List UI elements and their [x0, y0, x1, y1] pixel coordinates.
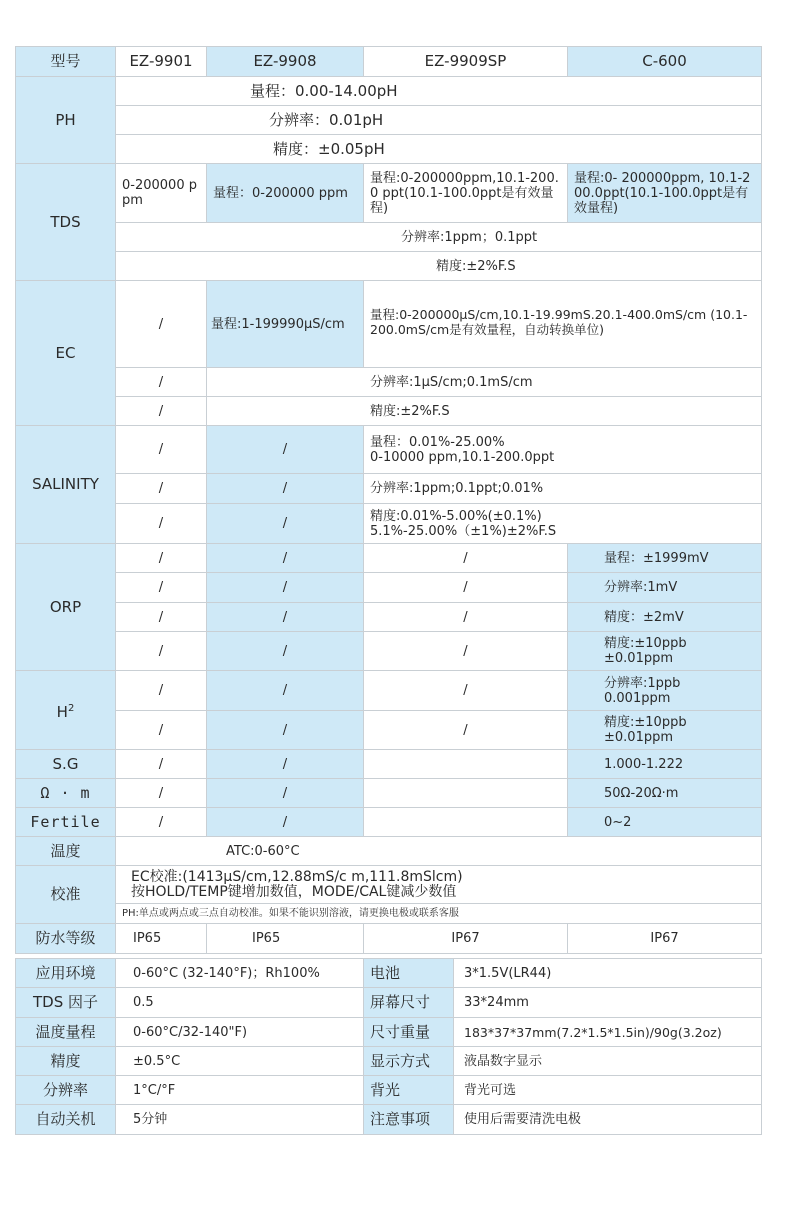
- orp-range-c600: 量程：±1999mV: [568, 544, 762, 573]
- ph-range: 量程：0.00-14.00pH: [116, 77, 762, 106]
- sg-c600: 1.000-1.222: [568, 750, 762, 779]
- ohm-c600: 50Ω-20Ω·m: [568, 779, 762, 808]
- tds-label: TDS: [16, 164, 116, 281]
- h2-ez9908: /: [207, 711, 364, 750]
- waterproof-c600: IP67: [568, 924, 762, 954]
- tds-range-ez9909sp: 量程:0-200000ppm,10.1-200.0 ppt(10.1-100.0ppt是有效量程): [364, 164, 568, 223]
- h2-accuracy-line2: ±0.01ppm: [604, 730, 674, 745]
- salinity-accuracy-ez9901: /: [116, 504, 207, 544]
- salinity-label: SALINITY: [16, 426, 116, 544]
- waterproof-ez9901: IP65: [116, 924, 207, 954]
- h2-resolution-c600: [568, 671, 762, 711]
- spec-value: 0-60°C (32-140°F)；Rh100%: [116, 959, 364, 988]
- tds-accuracy: 精度:±2%F.S: [116, 252, 762, 281]
- orp-row-3: [16, 603, 762, 632]
- tds-resolution: 分辨率:1ppm；0.1ppt: [116, 223, 762, 252]
- fertile-c600: 0~2: [568, 808, 762, 837]
- orp-ez9901: /: [116, 603, 207, 632]
- general-spec-table: [15, 958, 762, 1135]
- calibration-note-row: [16, 904, 762, 924]
- spec-label: 应用环境: [16, 959, 116, 988]
- ph-row-accuracy: [16, 135, 762, 164]
- salinity-resolution-ez9901: /: [116, 474, 207, 504]
- orp-ez9909sp: /: [364, 544, 568, 573]
- orp-accuracy2-c600: [568, 632, 762, 671]
- ohm-ez9909sp: [364, 779, 568, 808]
- orp-label: ORP: [16, 544, 116, 671]
- tds-row-range: [16, 164, 762, 223]
- h2-resolution-line1: 分辨率:1ppb: [604, 675, 681, 691]
- ec-accuracy-ez9901: /: [116, 397, 207, 426]
- h2-accuracy-c600: [568, 711, 762, 750]
- spec-value2: 33*24mm: [454, 988, 762, 1018]
- salinity-accuracy-ez9908: /: [207, 504, 364, 544]
- ec-resolution: 分辨率:1µS/cm;0.1mS/cm: [207, 368, 762, 397]
- salinity-range-ez9901: /: [116, 426, 207, 474]
- spec-row: [16, 1018, 762, 1047]
- h2-accuracy-line1: 精度:±10ppb: [604, 715, 687, 730]
- ph-accuracy: 精度：±0.05pH: [116, 135, 762, 164]
- orp-ez9909sp: /: [364, 573, 568, 603]
- ec-range-ez9901: /: [116, 281, 207, 368]
- spec-value: ±0.5°C: [116, 1047, 364, 1076]
- ohm-label: Ω · m: [16, 779, 116, 808]
- ph-resolution: 分辨率：0.01pH: [116, 106, 762, 135]
- spec-label: 自动关机: [16, 1105, 116, 1135]
- orp-ez9901: /: [116, 544, 207, 573]
- model-c600: C-600: [568, 47, 762, 77]
- calibration-ph-note: PH:单点或两点或三点自动校准。如果不能识别溶液，请更换电极或联系客服: [116, 904, 762, 924]
- salinity-range: [364, 426, 762, 474]
- header-row: [16, 47, 762, 77]
- spec-label2: 显示方式: [364, 1047, 454, 1076]
- fertile-ez9909sp: [364, 808, 568, 837]
- orp-row-4: [16, 632, 762, 671]
- ph-row-range: [16, 77, 762, 106]
- spec-row: [16, 988, 762, 1018]
- ec-label: EC: [16, 281, 116, 426]
- spec-value2: 使用后需要清洗电极: [454, 1105, 762, 1135]
- sg-label: S.G: [16, 750, 116, 779]
- spec-row: [16, 959, 762, 988]
- temperature-label: 温度: [16, 837, 116, 866]
- calibration-row: [16, 866, 762, 904]
- spec-value2: 183*37*37mm(7.2*1.5*1.5in)/90g(3.2oz): [454, 1018, 762, 1047]
- orp-ez9909sp: /: [364, 632, 568, 671]
- waterproof-label: 防水等级: [16, 924, 116, 954]
- orp-resolution-c600: 分辨率:1mV: [568, 573, 762, 603]
- salinity-accuracy-line2: 5.1%-25.00%（±1%)±2%F.S: [370, 523, 557, 539]
- ec-row-accuracy: [16, 397, 762, 426]
- waterproof-row: [16, 924, 762, 954]
- spec-label: TDS 因子: [16, 988, 116, 1018]
- h2-row-2: [16, 711, 762, 750]
- orp-accuracy2-line1: 精度:±10ppb: [604, 636, 687, 651]
- spec-value2: 液晶数字显示: [454, 1047, 762, 1076]
- salinity-accuracy: [364, 504, 762, 544]
- model-label: 型号: [16, 47, 116, 77]
- fertile-row: [16, 808, 762, 837]
- spec-value2: 3*1.5V(LR44): [454, 959, 762, 988]
- ohm-row: [16, 779, 762, 808]
- sg-row: [16, 750, 762, 779]
- spec-label: 分辨率: [16, 1076, 116, 1105]
- fertile-ez9908: /: [207, 808, 364, 837]
- spec-value: 1°C/°F: [116, 1076, 364, 1105]
- salinity-accuracy-line1: 精度:0.01%-5.00%(±0.1%): [370, 508, 542, 524]
- spec-label: 温度量程: [16, 1018, 116, 1047]
- calibration-label: 校准: [16, 866, 116, 924]
- h2-label-sup: 2: [67, 702, 75, 714]
- spec-value: 5分钟: [116, 1105, 364, 1135]
- spec-row: [16, 1076, 762, 1105]
- fertile-label: Fertile: [16, 808, 116, 837]
- tds-range-c600: 量程:0- 200000ppm, 10.1-200.0ppt(10.1-100.0ppt是有效量程): [568, 164, 762, 223]
- orp-ez9901: /: [116, 573, 207, 603]
- calibration-keys-line: 按HOLD/TEMP键增加数值，MODE/CAL键减少数值: [131, 883, 457, 900]
- ec-resolution-ez9901: /: [116, 368, 207, 397]
- sg-ez9909sp: [364, 750, 568, 779]
- sg-ez9908: /: [207, 750, 364, 779]
- tds-range-ez9901: 0-200000 ppm: [116, 164, 207, 223]
- orp-ez9908: /: [207, 544, 364, 573]
- ec-row-resolution: [16, 368, 762, 397]
- spec-label2: 电池: [364, 959, 454, 988]
- sg-ez9901: /: [116, 750, 207, 779]
- tds-range-ez9908: 量程：0-200000 ppm: [207, 164, 364, 223]
- orp-ez9908: /: [207, 603, 364, 632]
- orp-ez9908: /: [207, 632, 364, 671]
- spec-row: [16, 1105, 762, 1135]
- ohm-ez9908: /: [207, 779, 364, 808]
- tds-row-accuracy: [16, 252, 762, 281]
- h2-ez9908: /: [207, 671, 364, 711]
- salinity-resolution: 分辨率:1ppm;0.1ppt;0.01%: [364, 474, 762, 504]
- spec-value: 0.5: [116, 988, 364, 1018]
- orp-row-2: [16, 573, 762, 603]
- model-ez9909sp: EZ-9909SP: [364, 47, 568, 77]
- ph-label: PH: [16, 77, 116, 164]
- spec-row: [16, 1047, 762, 1076]
- orp-ez9901: /: [116, 632, 207, 671]
- h2-resolution-line2: 0.001ppm: [604, 690, 671, 706]
- salinity-range-line2: 0-10000 ppm,10.1-200.0ppt: [370, 449, 555, 465]
- calibration-ec: [116, 866, 762, 904]
- ec-range-ez9908: 量程:1-199990µS/cm: [207, 281, 364, 368]
- spec-label2: 注意事项: [364, 1105, 454, 1135]
- ohm-ez9901: /: [116, 779, 207, 808]
- spec-value2: 背光可选: [454, 1076, 762, 1105]
- salinity-range-ez9908: /: [207, 426, 364, 474]
- salinity-range-line1: 量程：0.01%-25.00%: [370, 434, 505, 450]
- h2-label: [16, 671, 116, 750]
- salinity-row-range: [16, 426, 762, 474]
- h2-ez9909sp: /: [364, 711, 568, 750]
- ph-row-resolution: [16, 106, 762, 135]
- spec-label2: 屏幕尺寸: [364, 988, 454, 1018]
- orp-accuracy-c600: 精度：±2mV: [568, 603, 762, 632]
- model-ez9901: EZ-9901: [116, 47, 207, 77]
- orp-ez9908: /: [207, 573, 364, 603]
- spec-label2: 背光: [364, 1076, 454, 1105]
- ec-accuracy: 精度:±2%F.S: [207, 397, 762, 426]
- h2-ez9901: /: [116, 711, 207, 750]
- h2-label-text: H: [56, 702, 68, 721]
- orp-accuracy2-line2: ±0.01ppm: [604, 651, 674, 666]
- h2-row-1: [16, 671, 762, 711]
- orp-ez9909sp: /: [364, 603, 568, 632]
- salinity-row-resolution: [16, 474, 762, 504]
- waterproof-ez9909sp: IP67: [364, 924, 568, 954]
- spec-label: 精度: [16, 1047, 116, 1076]
- calibration-ec-line: EC校准:(1413µS/cm,12.88mS/c m,111.8mSlcm): [131, 868, 463, 885]
- salinity-resolution-ez9908: /: [207, 474, 364, 504]
- ec-row-range: [16, 281, 762, 368]
- salinity-row-accuracy: [16, 504, 762, 544]
- waterproof-ez9908: IP65: [207, 924, 364, 954]
- tds-row-resolution: [16, 223, 762, 252]
- h2-ez9901: /: [116, 671, 207, 711]
- spec-label2: 尺寸重量: [364, 1018, 454, 1047]
- temperature-row: [16, 837, 762, 866]
- h2-ez9909sp: /: [364, 671, 568, 711]
- spec-table: [15, 46, 762, 954]
- ec-range-ez9909sp-c600: 量程:0-200000µS/cm,10.1-19.99mS.20.1-400.0mS/cm (10.1-200.0mS/cm是有效量程，自动转换单位): [364, 281, 762, 368]
- orp-row-1: [16, 544, 762, 573]
- temperature-value: ATC:0-60°C: [116, 837, 762, 866]
- fertile-ez9901: /: [116, 808, 207, 837]
- model-ez9908: EZ-9908: [207, 47, 364, 77]
- spec-value: 0-60°C/32-140"F): [116, 1018, 364, 1047]
